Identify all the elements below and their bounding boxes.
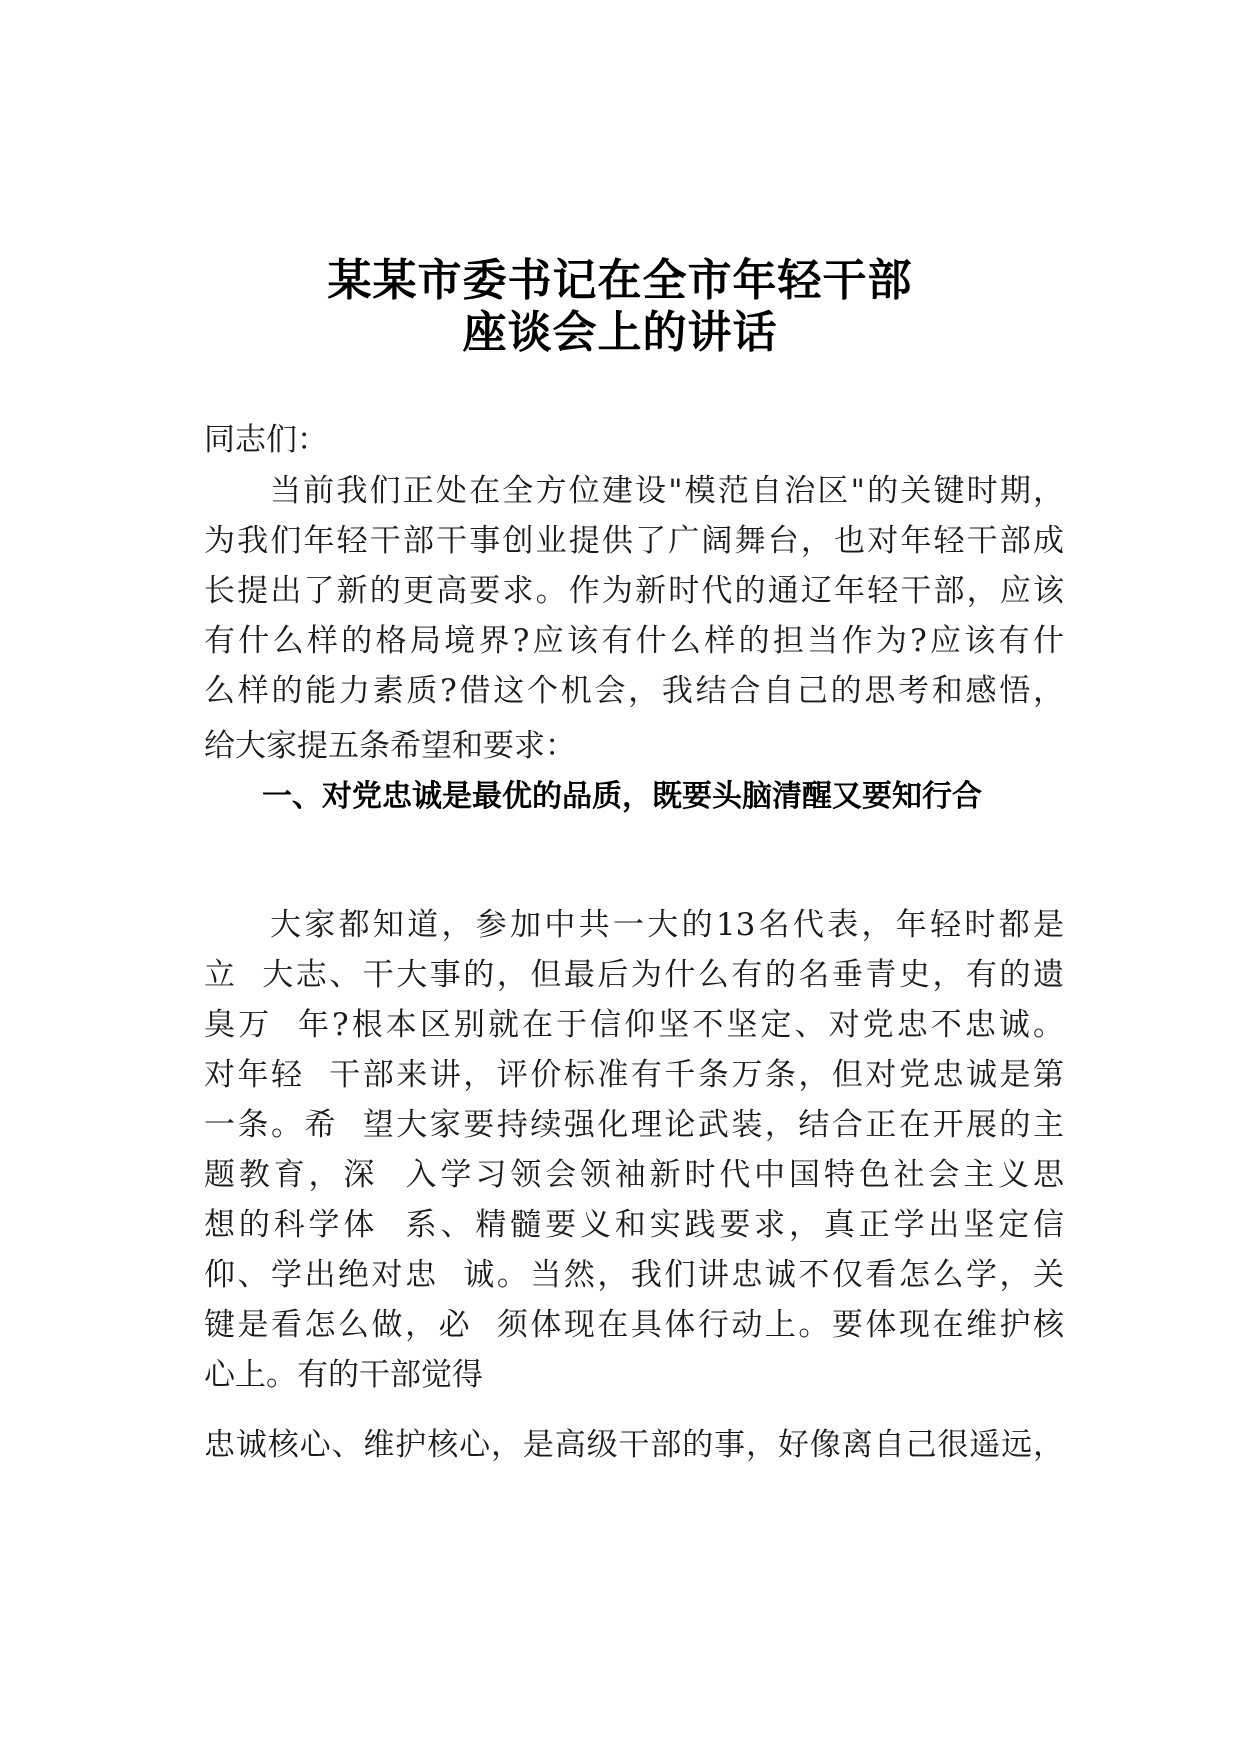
body-line: 想的科学体 系、精髓要义和实践要求，真正学出坚定信	[204, 1207, 1064, 1243]
document-title-line-2: 座谈会上的讲话	[462, 307, 778, 358]
section-heading: 一、对党忠诚是最优的品质，既要头脑清醒又要知行合	[262, 779, 982, 814]
intro-line: 有什么样的格局境界?应该有什么样的担当作为?应该有什	[204, 623, 1064, 659]
body-line: 立 大志、干大事的，但最后为什么有的名垂青史，有的遗	[204, 957, 1064, 993]
body-line: 一条。希 望大家要持续强化理论武装，结合正在开展的主	[204, 1107, 1064, 1143]
intro-line: 当前我们正处在全方位建设"模范自治区"的关键时期，	[270, 473, 1064, 509]
body-line: 题教育，深 入学习领会领袖新时代中国特色社会主义思	[204, 1157, 1064, 1193]
intro-line: 长提出了新的更高要求。作为新时代的通辽年轻干部，应该	[204, 573, 1064, 609]
body-line: 键是看怎么做，必 须体现在具体行动上。要体现在维护核	[204, 1307, 1064, 1343]
salutation: 同志们：	[204, 422, 328, 458]
intro-line: 为我们年轻干部干事创业提供了广阔舞台，也对年轻干部成	[204, 523, 1064, 559]
body-line: 忠诚核心、维护核心，是高级干部的事，好像离自己很遥远，	[204, 1427, 1064, 1463]
document-title-line-1: 某某市委书记在全市年轻干部	[327, 255, 913, 306]
intro-line: 给大家提五条希望和要求：	[204, 728, 576, 764]
body-line: 仰、学出绝对忠 诚。当然，我们讲忠诚不仅看怎么学，关	[204, 1257, 1064, 1293]
body-line: 对年轻 干部来讲，评价标准有千条万条，但对党忠诚是第	[204, 1057, 1064, 1093]
body-line: 臭万 年?根本区别就在于信仰坚不坚定、对党忠不忠诚。	[204, 1007, 1064, 1043]
body-line: 心上。有的干部觉得	[204, 1357, 483, 1393]
body-line: 大家都知道，参加中共一大的13名代表，年轻时都是	[270, 907, 1064, 943]
intro-line: 么样的能力素质?借这个机会，我结合自己的思考和感悟，	[204, 673, 1064, 709]
